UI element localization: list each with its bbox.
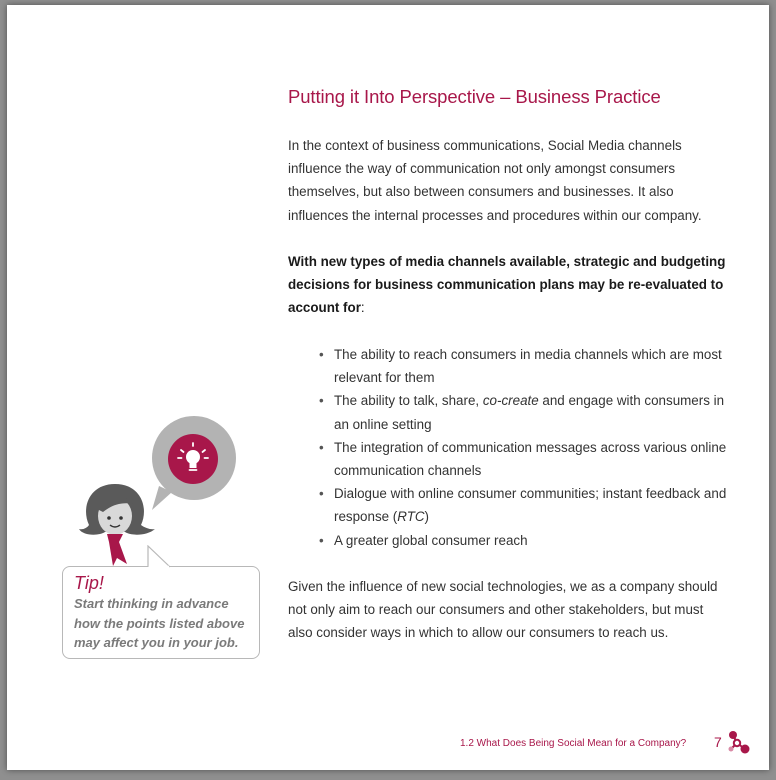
tip-title: Tip! [74, 573, 104, 593]
footer-section-title: 1.2 What Does Being Social Mean for a Company? [460, 738, 687, 749]
bullet-list [319, 343, 739, 552]
page-number: 7 [714, 734, 722, 750]
bullet-item: • The integration of communication messages across various online communication channels [319, 436, 739, 482]
bullet-item: • A greater global consumer reach [319, 529, 739, 552]
bullet-item: • The ability to talk, share, co-create and engage with consumers in an online setting [319, 389, 739, 435]
bullet-item: • Dialogue with online consumer communities; instant feedback and response (RTC) [319, 482, 739, 528]
intro-paragraph: In the context of business communications, Social Media channels influence the way of communication not only amongst consumers themselves, but also between consumers and businesses. It also influences the internal processes and procedures within our company. [288, 138, 702, 223]
tip-box [62, 566, 260, 659]
page-title: Putting it Into Perspective – Business Practice [288, 86, 661, 107]
document-page [7, 5, 769, 770]
bold-lead-paragraph [288, 250, 728, 320]
closing-paragraph: Given the influence of new social technologies, we as a company should not only aim to reach our consumers and other stakeholders, but must also consider ways in which to allow our consumers to reach us. [288, 579, 718, 641]
bold-lead-colon: : [360, 300, 365, 316]
social-logo-icon [725, 727, 751, 757]
bold-lead-text: With new types of media channels available, strategic and budgeting decisions for business communication plans may be re-evaluated to account for [288, 254, 726, 316]
bullet-item: • The ability to reach consumers in media channels which are most relevant for them [319, 343, 739, 389]
tip-pointer [146, 545, 186, 568]
tip-text: Start thinking in advance how the points listed above may affect you in your job. [74, 596, 245, 650]
person-figure [79, 484, 155, 566]
